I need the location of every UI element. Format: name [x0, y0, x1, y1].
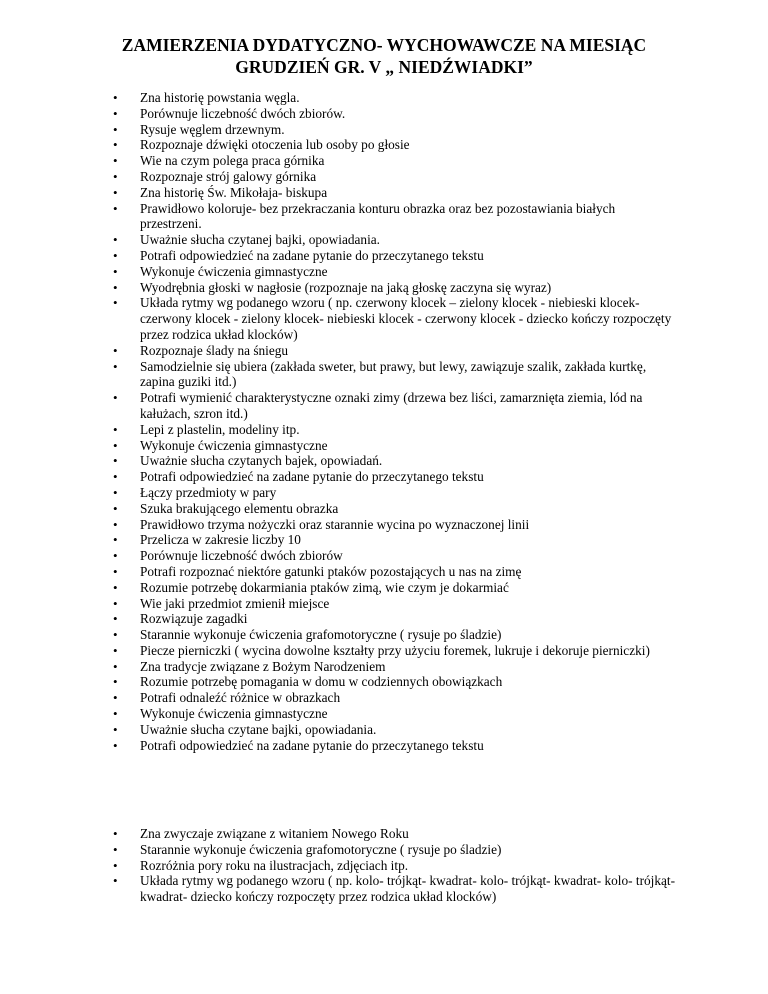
list-item: • Zna tradycje związane z Bożym Narodzeniem — [0, 659, 768, 675]
list-item: • Starannie wykonuje ćwiczenia grafomotoryczne ( rysuje po śladzie) — [0, 842, 768, 858]
list-item: • Wie jaki przedmiot zmienił miejsce — [0, 596, 768, 612]
list-item: • Wykonuje ćwiczenia gimnastyczne — [0, 706, 768, 722]
list-item: • Potrafi odpowiedzieć na zadane pytanie do przeczytanego tekstu — [0, 738, 768, 754]
list-item: • Uważnie słucha czytane bajki, opowiadania. — [0, 722, 768, 738]
list-item: • Potrafi wymienić charakterystyczne oznaki zimy (drzewa bez liści, zamarznięta ziemia, lód na kałużach, szron itd.) — [0, 390, 768, 422]
list-item: • Łączy przedmioty w pary — [0, 485, 768, 501]
list-item: • Rozpoznaje dźwięki otoczenia lub osoby po głosie — [0, 137, 768, 153]
list-item: • Przelicza w zakresie liczby 10 — [0, 532, 768, 548]
list-item: • Układa rytmy wg podanego wzoru ( np. czerwony klocek – zielony klocek - niebieski klocek- czerwony klocek - zielony klocek- niebieski klocek - czerwony klocek - dziecko kończy rozpoczęty przez rodzica układ klocków) — [0, 295, 768, 342]
list-item: • Układa rytmy wg podanego wzoru ( np. kolo- trójkąt- kwadrat- kolo- trójkąt- kwadrat- kolo- trójkąt- kwadrat- dziecko kończy rozpoczęty przez rodzica układ klocków) — [0, 873, 768, 905]
list-item: • Wykonuje ćwiczenia gimnastyczne — [0, 438, 768, 454]
list-item: • Rozróżnia pory roku na ilustracjach, zdjęciach itp. — [0, 858, 768, 874]
goals-list-continued — [0, 826, 768, 905]
list-item: • Porównuje liczebność dwóch zbiorów — [0, 548, 768, 564]
list-item: • Potrafi odpowiedzieć na zadane pytanie do przeczytanego tekstu — [0, 469, 768, 485]
list-item: • Rozumie potrzebę pomagania w domu w codziennych obowiązkach — [0, 674, 768, 690]
list-item: • Uważnie słucha czytanych bajek, opowiadań. — [0, 453, 768, 469]
list-item: • Rozpoznaje ślady na śniegu — [0, 343, 768, 359]
list-item: • Potrafi rozpoznać niektóre gatunki ptaków pozostających u nas na zimę — [0, 564, 768, 580]
list-item: • Rysuje węglem drzewnym. — [0, 122, 768, 138]
list-item: • Rozumie potrzebę dokarmiania ptaków zimą, wie czym je dokarmiać — [0, 580, 768, 596]
list-item: • Prawidłowo trzyma nożyczki oraz starannie wycina po wyznaczonej linii — [0, 517, 768, 533]
list-item: • Rozpoznaje strój galowy górnika — [0, 169, 768, 185]
title-line-1: ZAMIERZENIA DYDATYCZNO- WYCHOWAWCZE NA MIESIĄC — [121, 35, 647, 55]
goals-list — [0, 90, 768, 753]
list-item: • Zna zwyczaje związane z witaniem Nowego Roku — [0, 826, 768, 842]
list-item: • Uważnie słucha czytanej bajki, opowiadania. — [0, 232, 768, 248]
list-item: • Wyodrębnia głoski w nagłosie (rozpoznaje na jaką głoskę zaczyna się wyraz) — [0, 280, 768, 296]
list-item: • Wie na czym polega praca górnika — [0, 153, 768, 169]
list-item: • Rozwiązuje zagadki — [0, 611, 768, 627]
list-item: • Wykonuje ćwiczenia gimnastyczne — [0, 264, 768, 280]
title-line-2: GRUDZIEŃ GR. V „ NIEDŹWIADKI” — [235, 57, 533, 77]
list-item: • Potrafi odpowiedzieć na zadane pytanie do przeczytanego tekstu — [0, 248, 768, 264]
list-item: • Porównuje liczebność dwóch zbiorów. — [0, 106, 768, 122]
list-item: • Zna historię Św. Mikołaja- biskupa — [0, 185, 768, 201]
document-title — [0, 34, 768, 78]
list-item: • Zna historię powstania węgla. — [0, 90, 768, 106]
list-item: • Piecze pierniczki ( wycina dowolne kształty przy użyciu foremek, lukruje i dekoruje pierniczki) — [0, 643, 768, 659]
list-item: • Lepi z plastelin, modeliny itp. — [0, 422, 768, 438]
list-item: • Starannie wykonuje ćwiczenia grafomotoryczne ( rysuje po śladzie) — [0, 627, 768, 643]
list-item: • Prawidłowo koloruje- bez przekraczania konturu obrazka oraz bez pozostawiania białych przestrzeni. — [0, 201, 768, 233]
list-item: • Szuka brakującego elementu obrazka — [0, 501, 768, 517]
list-item: • Potrafi odnaleźć różnice w obrazkach — [0, 690, 768, 706]
list-item: • Samodzielnie się ubiera (zakłada sweter, but prawy, but lewy, zawiązuje szalik, zakłada kurtkę, zapina guziki itd.) — [0, 359, 768, 391]
